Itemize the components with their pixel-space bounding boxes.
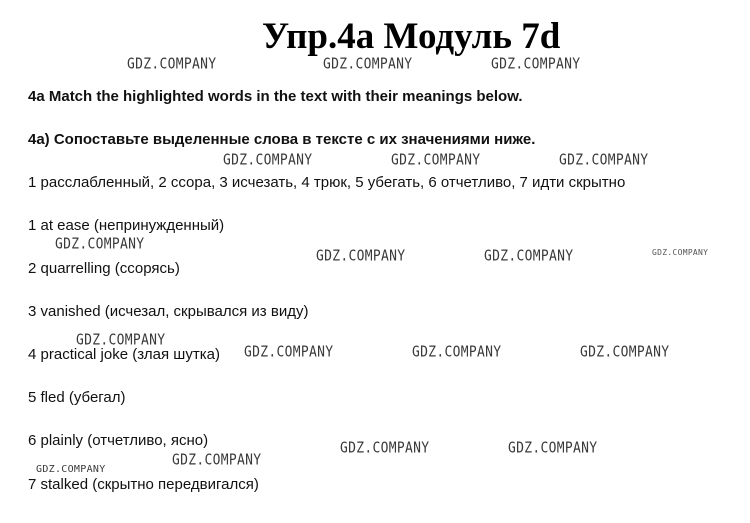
watermark: GDZ.COMPANY: [316, 248, 406, 266]
watermark: GDZ.COMPANY: [508, 440, 598, 458]
watermark: GDZ.COMPANY: [76, 332, 166, 350]
answer-item-7: 7 stalked (скрытно передвигался): [28, 476, 259, 493]
watermark: GDZ.COMPANY: [172, 452, 262, 470]
watermark: GDZ.COMPANY: [491, 56, 581, 74]
watermark: GDZ.COMPANY: [244, 344, 334, 362]
watermark: GDZ.COMPANY: [559, 152, 649, 170]
watermark: GDZ.COMPANY: [484, 248, 574, 266]
watermark: GDZ.COMPANY: [652, 248, 709, 257]
answer-item-3: 3 vanished (исчезал, скрывался из виду): [28, 303, 309, 320]
answer-item-2: 2 quarrelling (ссорясь): [28, 260, 180, 277]
watermark: GDZ.COMPANY: [391, 152, 481, 170]
answer-item-1: 1 at ease (непринужденный): [28, 217, 225, 234]
instruction-english: 4a Match the highlighted words in the text with their meanings below.: [28, 88, 523, 105]
meanings-list: 1 расслабленный, 2 ссора, 3 исчезать, 4 трюк, 5 убегать, 6 отчетливо, 7 идти скрытно: [28, 174, 626, 191]
watermark: GDZ.COMPANY: [580, 344, 670, 362]
page-title: Упр.4а Модуль 7d: [262, 16, 561, 57]
watermark: GDZ.COMPANY: [127, 56, 217, 74]
answer-item-5: 5 fled (убегал): [28, 389, 126, 406]
watermark: GDZ.COMPANY: [55, 236, 145, 254]
watermark: GDZ.COMPANY: [340, 440, 430, 458]
answer-item-6: 6 plainly (отчетливо, ясно): [28, 432, 209, 449]
watermark: GDZ.COMPANY: [412, 344, 502, 362]
watermark: GDZ.COMPANY: [223, 152, 313, 170]
watermark: GDZ.COMPANY: [36, 464, 106, 475]
instruction-russian: 4а) Сопоставьте выделенные слова в тексте с их значениями ниже.: [28, 131, 536, 148]
watermark: GDZ.COMPANY: [323, 56, 413, 74]
answer-item-4: 4 practical joke (злая шутка): [28, 346, 220, 363]
